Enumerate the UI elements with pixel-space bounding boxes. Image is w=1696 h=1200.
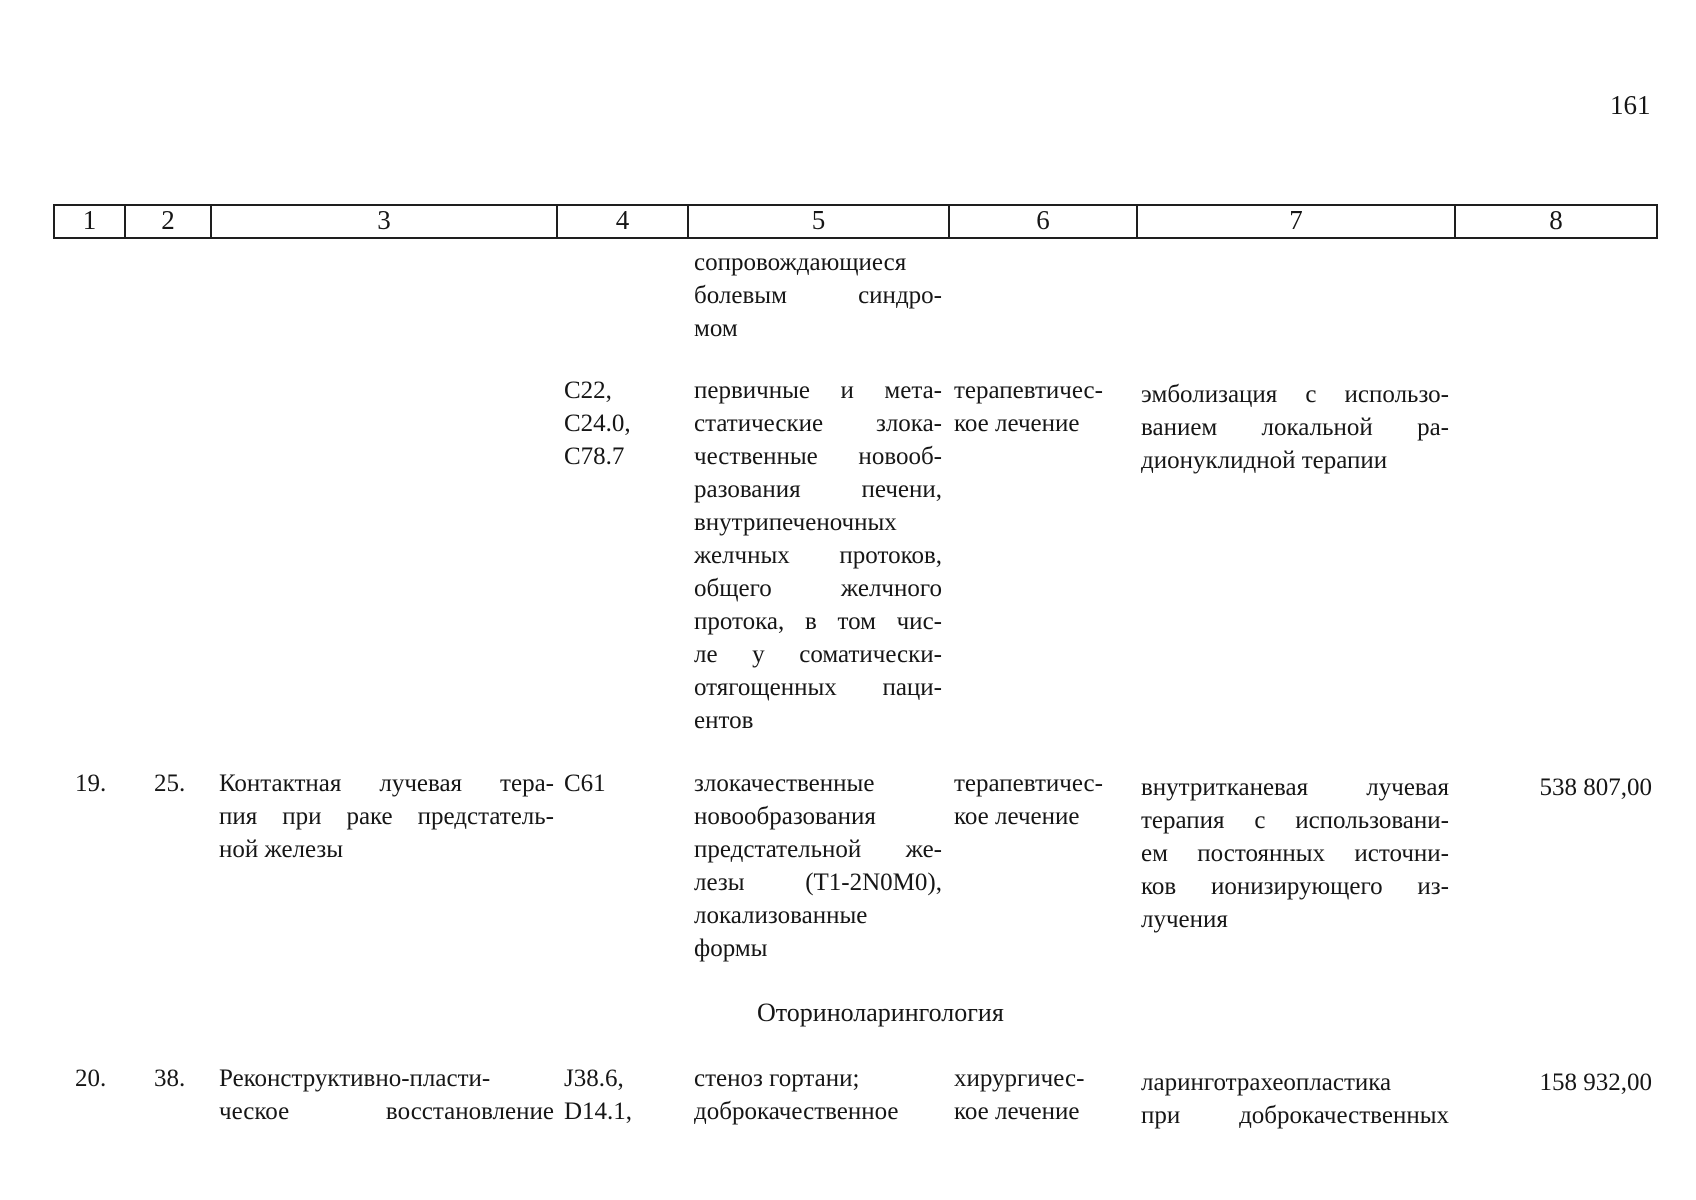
text-line: кое лечение bbox=[954, 410, 1080, 437]
row20-col5 bbox=[694, 1062, 942, 1128]
section-title: Оториноларингология bbox=[757, 998, 1004, 1027]
text-line: желчных протоков, bbox=[694, 542, 942, 569]
text-line: кое лечение bbox=[954, 803, 1080, 830]
text-line: ларинготрахеопластика bbox=[1141, 1069, 1392, 1096]
text-line: предстательной же- bbox=[694, 836, 942, 863]
row19-col7 bbox=[1141, 771, 1449, 936]
icd-code: C22, bbox=[564, 377, 612, 404]
header-cell-7: 7 bbox=[1138, 204, 1456, 239]
text-line: внутритканевая лучевая bbox=[1141, 774, 1449, 801]
text-line: протока, в том чис- bbox=[694, 608, 942, 635]
fragment-col5 bbox=[694, 246, 942, 345]
row19-description bbox=[219, 767, 554, 866]
icd-code: D14.1, bbox=[564, 1098, 633, 1125]
text-line: ной железы bbox=[219, 836, 344, 863]
icd-code: C78.7 bbox=[564, 443, 625, 470]
row20-description bbox=[219, 1062, 554, 1128]
text-line: мом bbox=[694, 315, 738, 342]
text-line: при доброкачественных bbox=[1141, 1102, 1449, 1129]
row19-number: 19. bbox=[75, 770, 107, 797]
text-line: ков ионизирующего из- bbox=[1141, 873, 1449, 900]
text-line: терапия с использовани- bbox=[1141, 807, 1449, 834]
row20-col7 bbox=[1141, 1066, 1449, 1132]
text-line: хирургичес- bbox=[954, 1065, 1085, 1092]
row19-price: 538 807,00 bbox=[1539, 774, 1652, 801]
text-line: общего желчного bbox=[694, 575, 942, 602]
text-line: болевым синдро- bbox=[694, 282, 942, 309]
icd-code: C61 bbox=[564, 770, 606, 797]
header-cell-4: 4 bbox=[558, 204, 689, 239]
text-line: формы bbox=[694, 935, 768, 962]
row20-number: 20. bbox=[75, 1065, 107, 1092]
text-line: разования печени, bbox=[694, 476, 942, 503]
row20-col6 bbox=[954, 1062, 1136, 1128]
text-line: Реконструктивно-пласти- bbox=[219, 1065, 491, 1092]
icd-code: C24.0, bbox=[564, 410, 631, 437]
text-line: ентов bbox=[694, 707, 754, 734]
row19-col6 bbox=[954, 767, 1136, 833]
text-line: Контактная лучевая тера- bbox=[219, 770, 554, 797]
row20-method-number: 38. bbox=[154, 1065, 186, 1092]
text-line: статические злока- bbox=[694, 410, 942, 437]
row19-method-number: 25. bbox=[154, 770, 186, 797]
row20-codes bbox=[564, 1062, 684, 1128]
header-cell-2: 2 bbox=[126, 204, 212, 239]
text-line: ем постоянных источни- bbox=[1141, 840, 1449, 867]
text-line: сопровождающиеся bbox=[694, 249, 907, 276]
text-line: дионуклидной терапии bbox=[1141, 447, 1388, 474]
header-cell-5: 5 bbox=[689, 204, 950, 239]
header-cell-3: 3 bbox=[212, 204, 558, 239]
text-line: ле у соматически- bbox=[694, 641, 942, 668]
text-line: внутрипеченочных bbox=[694, 509, 897, 536]
text-line: локализованные bbox=[694, 902, 868, 929]
icd-code: J38.6, bbox=[564, 1065, 624, 1092]
header-cell-6: 6 bbox=[950, 204, 1138, 239]
text-line: злокачественные bbox=[694, 770, 875, 797]
page-number: 161 bbox=[1610, 90, 1651, 120]
text-line: лезы (T1-2N0M0), bbox=[694, 869, 942, 896]
text-line: стеноз гортани; bbox=[694, 1065, 860, 1092]
text-line: отягощенных паци- bbox=[694, 674, 942, 701]
text-line: новообразования bbox=[694, 803, 876, 830]
entry-c22-codes bbox=[564, 374, 684, 473]
row20-price: 158 932,00 bbox=[1539, 1069, 1652, 1096]
row19-codes bbox=[564, 767, 684, 800]
text-line: первичные и мета- bbox=[694, 377, 942, 404]
text-line: ванием локальной ра- bbox=[1141, 414, 1449, 441]
header-cell-1: 1 bbox=[53, 204, 126, 239]
text-line: эмболизация с использо- bbox=[1141, 381, 1449, 408]
row19-col5 bbox=[694, 767, 942, 965]
text-line: кое лечение bbox=[954, 1098, 1080, 1125]
text-line: терапевтичес- bbox=[954, 770, 1103, 797]
entry-c22-col5 bbox=[694, 374, 942, 737]
entry-c22-col6 bbox=[954, 374, 1136, 440]
header-cell-8: 8 bbox=[1456, 204, 1658, 239]
text-line: терапевтичес- bbox=[954, 377, 1103, 404]
text-line: доброкачественное bbox=[694, 1098, 899, 1125]
text-line: пия при раке предстатель- bbox=[219, 803, 554, 830]
entry-c22-col7 bbox=[1141, 378, 1449, 477]
text-line: ческое восстановление bbox=[219, 1098, 554, 1125]
text-line: лучения bbox=[1141, 906, 1228, 933]
text-line: чественные новооб- bbox=[694, 443, 942, 470]
